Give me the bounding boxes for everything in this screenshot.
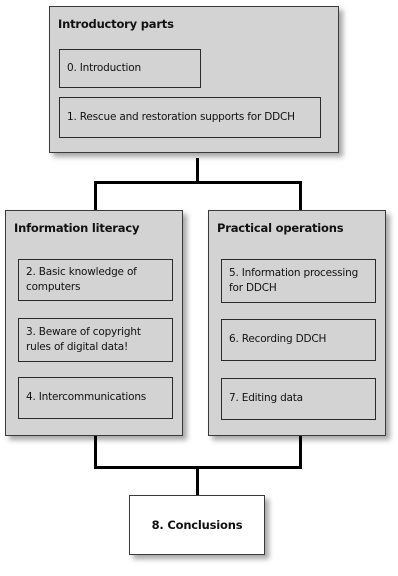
connector-right-drop <box>299 181 302 210</box>
item-editing-data: 7. Editing data <box>221 378 376 420</box>
item-basic-knowledge-computers: 2. Basic knowledge of computers <box>18 259 173 301</box>
group-title: Practical operations <box>217 221 344 235</box>
group-title: Information literacy <box>14 221 140 235</box>
item-rescue-restoration: 1. Rescue and restoration supports for DDCH <box>59 97 321 138</box>
group-title: Introductory parts <box>58 17 174 31</box>
conclusions-box: 8. Conclusions <box>129 495 265 555</box>
connector-right-rise <box>299 436 302 468</box>
connector-left-drop <box>94 181 97 210</box>
group-practical-operations <box>208 210 386 436</box>
connector-top-vertical <box>196 158 199 183</box>
connector-top-horizontal <box>94 181 302 184</box>
item-recording-ddch: 6. Recording DDCH <box>221 319 376 361</box>
item-copyright-rules: 3. Beware of copyright rules of digital data! <box>18 318 173 362</box>
connector-left-rise <box>94 436 97 468</box>
connector-bottom-vertical <box>196 466 199 496</box>
group-introductory-parts <box>49 6 339 153</box>
item-intercommunications: 4. Intercommunications <box>18 377 173 419</box>
group-information-literacy <box>5 210 183 436</box>
item-introduction: 0. Introduction <box>59 49 201 88</box>
item-information-processing: 5. Information processing for DDCH <box>221 259 376 303</box>
